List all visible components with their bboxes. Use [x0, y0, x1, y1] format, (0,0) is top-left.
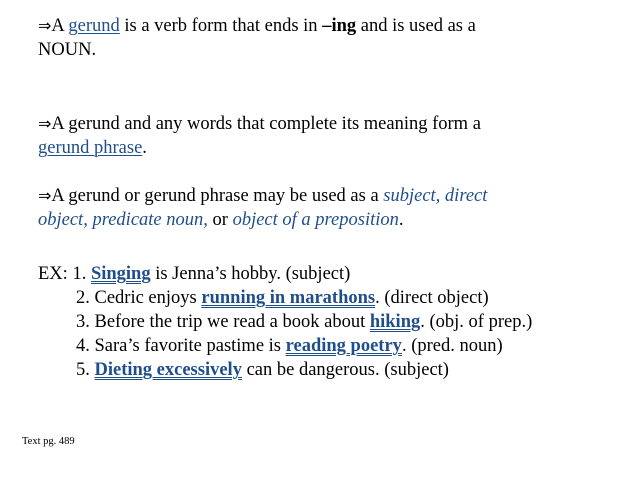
gerund-uses	[38, 184, 598, 232]
example-row	[38, 262, 598, 286]
text-segment: Cedric enjoys	[94, 288, 202, 308]
definition-gerund-phrase	[38, 112, 598, 160]
text-segment: . (obj. of prep.)	[420, 312, 533, 332]
example-number: 1.	[72, 264, 91, 284]
arrow-icon: ⇒	[38, 16, 52, 35]
text-segment: A gerund or gerund phrase may be used as a	[51, 186, 384, 206]
gerund-uses-line-2	[38, 208, 598, 232]
definition-gerund-line-1	[38, 14, 598, 38]
example-gerund: hiking	[369, 312, 421, 332]
example-row	[38, 310, 598, 334]
text-segment: A gerund and any words that complete its meaning form a	[51, 114, 481, 134]
examples-list	[38, 262, 598, 382]
text-segment: and is used as a	[356, 16, 476, 36]
use-object-of-preposition: object of a preposition	[232, 210, 399, 230]
page-reference: Text pg. 489	[22, 436, 75, 447]
example-row	[38, 358, 598, 382]
example-gerund: Dieting excessively	[94, 360, 242, 380]
text-segment: A	[51, 16, 69, 36]
definition-gerund-line-2: NOUN.	[38, 40, 97, 60]
arrow-icon: ⇒	[38, 114, 52, 133]
term-gerund: gerund	[68, 16, 120, 36]
text-segment: . (direct object)	[375, 288, 489, 308]
example-number: 2.	[76, 288, 95, 308]
text-segment: Before the trip we read a book about	[94, 312, 370, 332]
example-gerund: Singing	[90, 264, 151, 284]
use-object-predicate: object, predicate noun,	[38, 210, 208, 230]
text-segment: can be dangerous. (subject)	[241, 360, 449, 380]
example-number: 5.	[76, 360, 95, 380]
example-gerund: running in marathons	[201, 288, 376, 308]
use-subject-direct: subject, direct	[383, 186, 488, 206]
gerund-uses-line-1	[38, 184, 598, 208]
example-row	[38, 334, 598, 358]
text-segment: is a verb form that ends in	[119, 16, 323, 36]
example-row	[38, 286, 598, 310]
term-gerund-phrase: gerund phrase	[38, 138, 143, 158]
arrow-icon: ⇒	[38, 186, 52, 205]
text-segment: Sara’s favorite pastime is	[94, 336, 286, 356]
ing-ending: –ing	[322, 16, 357, 36]
text-segment: .	[398, 210, 404, 230]
text-segment: . (pred. noun)	[401, 336, 503, 356]
text-segment: .	[142, 138, 147, 158]
definition-gerund-phrase-line-2	[38, 136, 598, 160]
example-number: 3.	[76, 312, 95, 332]
example-number: 4.	[76, 336, 95, 356]
definition-gerund-phrase-line-1	[38, 112, 598, 136]
example-gerund: reading poetry	[285, 336, 402, 356]
examples-prefix: EX:	[38, 264, 73, 284]
text-segment: or	[207, 210, 233, 230]
text-segment: is Jenna’s hobby. (subject)	[150, 264, 351, 284]
definition-gerund	[38, 14, 598, 62]
